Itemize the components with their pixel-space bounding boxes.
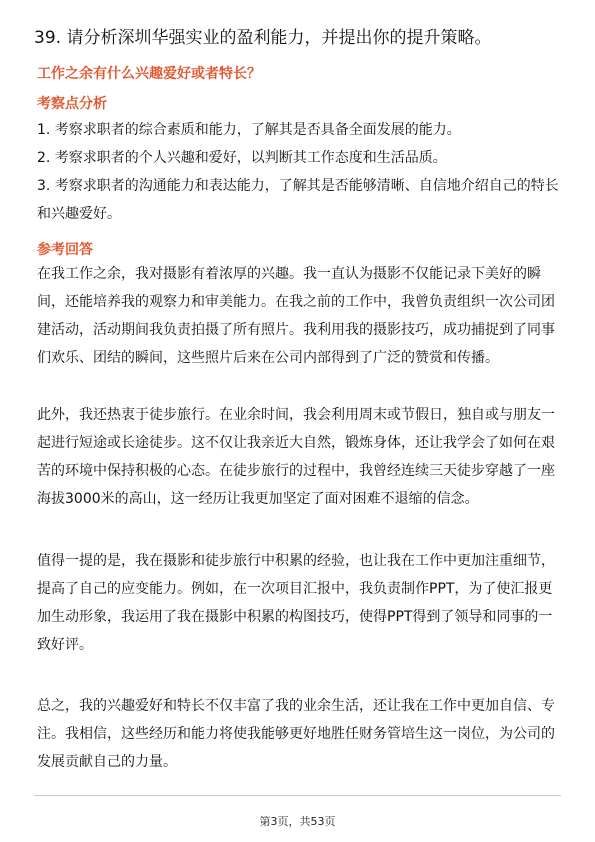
prompt-heading: 工作之余有什么兴趣爱好或者特长？ [37, 66, 261, 82]
answer-paragraph-4-text: 总之，我的兴趣爱好和特长不仅丰富了我的业余生活，还让我在工作中更加自信、专注。我相信，这些经历和能力将使我能够更好地胜任财务管培生这一岗位，为公司的发展贡献自己的力量。 [37, 698, 555, 770]
analysis-list [37, 116, 563, 228]
analysis-item-3: 3. 考察求职者的沟通能力和表达能力，了解其是否能够清晰、自信地介绍自己的特长和兴趣爱好。 [37, 178, 559, 222]
answer-paragraph-1 [37, 260, 563, 372]
analysis-heading: 考察点分析 [37, 96, 107, 112]
analysis-item-2: 2. 考察求职者的个人兴趣和爱好，以判断其工作态度和生活品质。 [37, 150, 447, 166]
answer-paragraph-1-text: 在我工作之余，我对摄影有着浓厚的兴趣。我一直认为摄影不仅能记录下美好的瞬间，还能培养我的观察力和审美能力。在我之前的工作中，我曾负责组织一次公司团建活动，活动期间我负责拍摄了所有照片。我利用我的摄影技巧，成功捕捉到了同事们欢乐、团结的瞬间，这些照片后来在公司内部得到了广泛的赞赏和传播。 [37, 266, 555, 366]
analysis-item-1: 1. 考察求职者的综合素质和能力，了解其是否具备全面发展的能力。 [37, 122, 461, 138]
page-number: 第3页，共53页 [259, 815, 336, 828]
answer-paragraph-3-text: 值得一提的是，我在摄影和徒步旅行中积累的经验，也让我在工作中更加注重细节，提高了自己的应变能力。例如，在一次项目汇报中，我负责制作PPT，为了使汇报更加生动形象，我运用了我在摄影中积累的构图技巧，使得PPT得到了领导和同事的一致好评。 [37, 553, 555, 653]
answer-paragraph-2 [37, 401, 563, 513]
answer-paragraph-2-text: 此外，我还热衷于徒步旅行。在业余时间，我会利用周末或节假日，独自或与朋友一起进行短途或长途徒步。这不仅让我亲近大自然，锻炼身体，还让我学会了如何在艰苦的环境中保持积极的心态。在徒步旅行的过程中，我曾经连续三天徒步穿越了一座海拔3000米的高山，这一经历让我更加坚定了面对困难不退缩的信念。 [37, 407, 555, 507]
answer-heading: 参考回答 [37, 242, 93, 258]
question-title: 39. 请分析深圳华强实业的盈利能力，并提出你的提升策略。 [34, 28, 492, 48]
footer-divider [34, 795, 561, 796]
answer-paragraph-3 [37, 547, 563, 659]
answer-paragraph-4 [37, 692, 563, 776]
